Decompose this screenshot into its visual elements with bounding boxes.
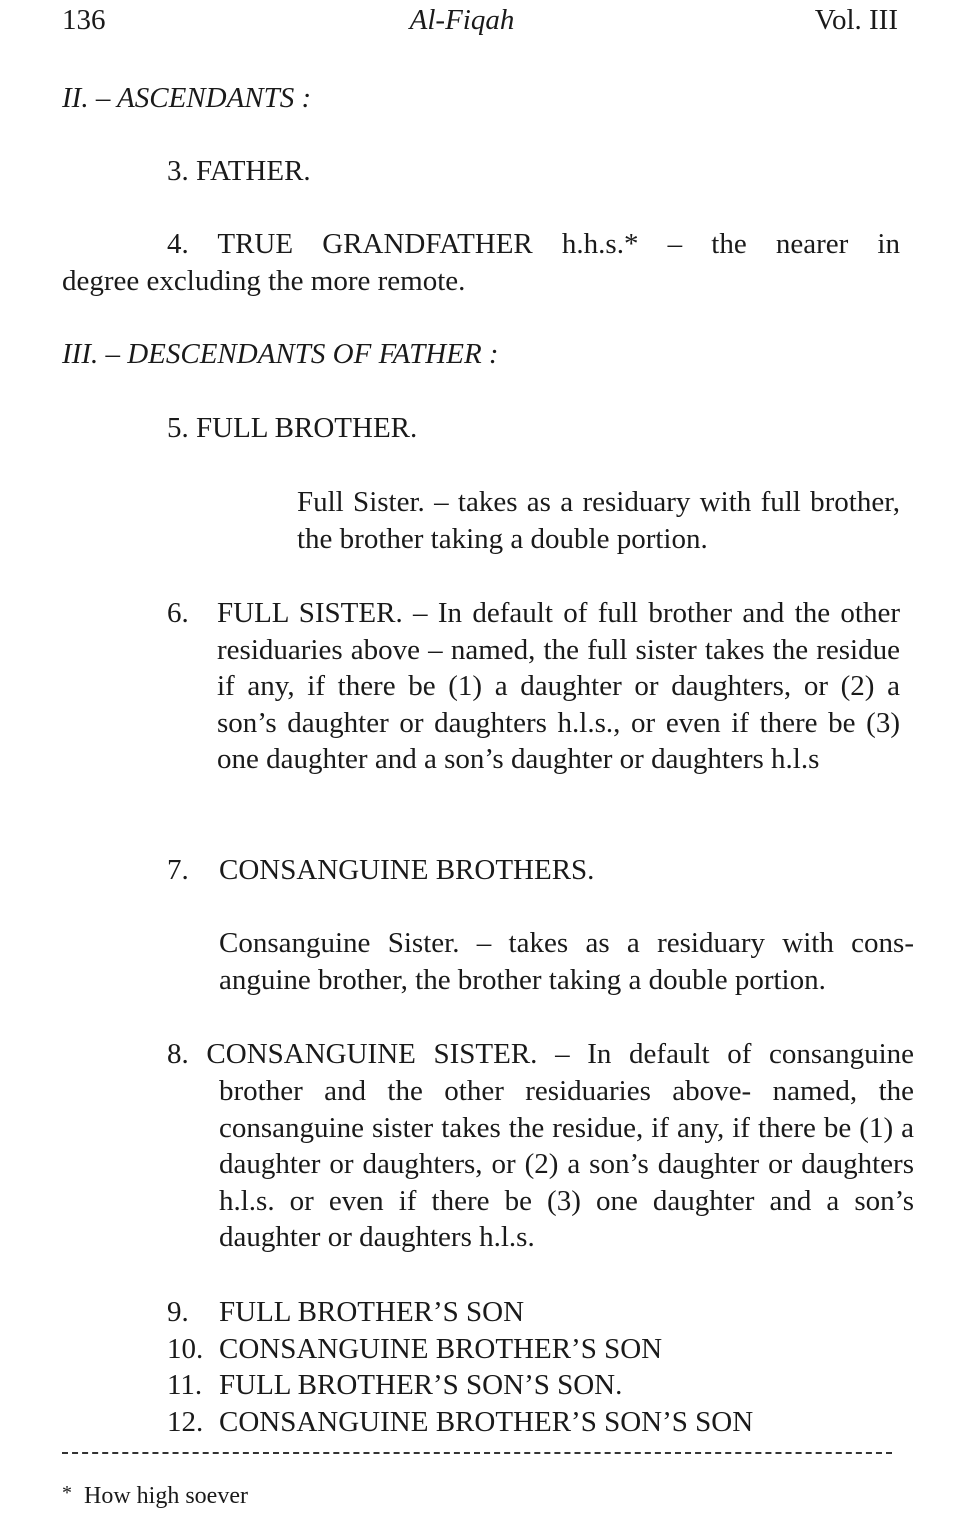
list-item: 10. CONSANGUINE BROTHER’S SON (167, 1333, 663, 1365)
item-father: 3. FATHER. (167, 155, 311, 187)
section-heading-ascendants: II. – ASCENDANTS : (62, 82, 312, 114)
item-consanguine-sister-cont: brother and the other residuaries above- named, the consanguine sister takes the residue, if any, if there be (1) a daughter or daughters, or (2) a son’s daughter or daughters h.l.s. or even if there be (3) one daughter and a son’s daughter or daughters h.l.s. (219, 1075, 914, 1254)
note-full-sister: Full Sister. – takes as a residuary with full brother, the brother taking a double portion. (297, 486, 900, 555)
item-7-number: 7. (167, 854, 189, 886)
item-true-grandfather: 4. TRUE GRANDFATHER h.h.s.* – the nearer in (167, 228, 900, 260)
list-item: 12. CONSANGUINE BROTHER’S SON’S SON (167, 1406, 754, 1438)
footnote-divider (62, 1452, 892, 1454)
item-6-number: 6. (167, 597, 189, 629)
volume-label: Vol. III (814, 4, 898, 36)
item-consanguine-sister: 8. CONSANGUINE SISTER. – In default of consanguine (167, 1038, 914, 1070)
section-heading-descendants: III. – DESCENDANTS OF FATHER : (62, 338, 499, 370)
running-title: Al-Fiqah (409, 4, 515, 36)
list-item: 9. FULL BROTHER’S SON (167, 1296, 525, 1328)
footnote-mark: * (62, 1482, 72, 1504)
item-full-sister: FULL SISTER. – In default of full brother and the other residuaries above – named, the full sister takes the residue if any, if there be (1) a daughter or daughters, or (2) a son’s daughter or daughters h.l.s., or even if there be (3) one daughter and a son’s daughter or daughters h.l.s (217, 597, 900, 776)
page-number: 136 (62, 4, 106, 36)
list-item: 11. FULL BROTHER’S SON’S SON. (167, 1369, 623, 1401)
footnote (62, 1482, 248, 1510)
item-consanguine-brothers: CONSANGUINE BROTHERS. (219, 854, 595, 886)
item-true-grandfather-cont: degree excluding the more remote. (62, 265, 466, 297)
note-consanguine-sister: Consanguine Sister. – takes as a residuary with cons-anguine brother, the brother taking a double portion. (219, 927, 914, 996)
item-full-brother: 5. FULL BROTHER. (167, 412, 418, 444)
footnote-text: How high soever (84, 1483, 248, 1509)
